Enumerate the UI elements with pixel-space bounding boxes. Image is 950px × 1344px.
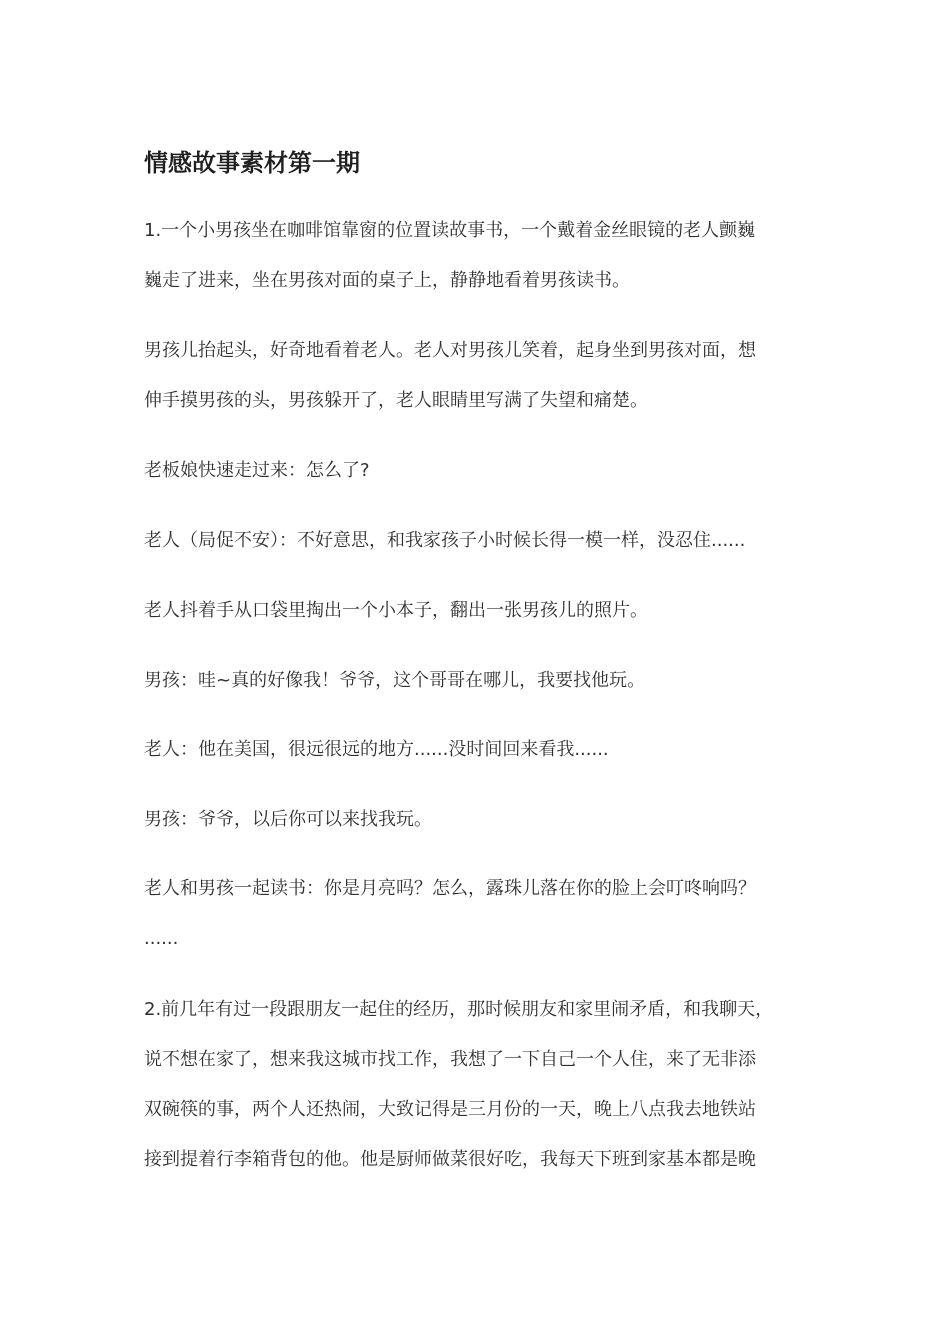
text-line: 伸手摸男孩的头，男孩躲开了，老人眼睛里写满了失望和痛楚。 <box>144 390 648 411</box>
text-line: 双碗筷的事，两个人还热闹，大致记得是三月份的一天，晚上八点我去地铁站 <box>144 1099 756 1120</box>
paragraph-5 <box>144 586 824 636</box>
paragraph-3 <box>144 446 824 496</box>
paragraph-8 <box>144 795 824 845</box>
paragraph-10 <box>144 985 824 1185</box>
text-line: 接到提着行李箱背包的他。他是厨师做菜很好吃，我每天下班到家基本都是晚 <box>144 1149 756 1170</box>
text-line: 老人（局促不安）：不好意思，和我家孩子小时候长得一模一样，没忍住...... <box>144 530 746 551</box>
text-line: 1.一个小男孩坐在咖啡馆靠窗的位置读故事书，一个戴着金丝眼镜的老人颤巍 <box>144 220 756 241</box>
text-line: 男孩：爷爷，以后你可以来找我玩。 <box>144 809 432 830</box>
text-line: 巍走了进来，坐在男孩对面的桌子上，静静地看着男孩读书。 <box>144 270 630 291</box>
text-line: 老板娘快速走过来：怎么了? <box>144 460 370 481</box>
text-line: 说不想在家了，想来我这城市找工作，我想了一下自己一个人住，来了无非添 <box>144 1049 756 1070</box>
text-line: 男孩：哇~真的好像我！爷爷，这个哥哥在哪儿，我要找他玩。 <box>144 670 646 691</box>
text-line: 老人：他在美国，很远很远的地方......没时间回来看我...... <box>144 739 609 760</box>
paragraph-6 <box>144 656 824 706</box>
text-line: 老人和男孩一起读书：你是月亮吗？怎么，露珠儿落在你的脸上会叮咚响吗？ <box>144 878 756 899</box>
text-line: ...... <box>144 928 179 949</box>
text-line: 老人抖着手从口袋里掏出一个小本子，翻出一张男孩儿的照片。 <box>144 600 648 621</box>
paragraph-9 <box>144 864 824 964</box>
paragraph-1 <box>144 206 824 306</box>
text-line: 2.前几年有过一段跟朋友一起住的经历，那时候朋友和家里闹矛盾，和我聊天， <box>144 999 774 1020</box>
page-title: 情感故事素材第一期 <box>144 149 360 177</box>
paragraph-7 <box>144 725 824 775</box>
text-line: 男孩儿抬起头，好奇地看着老人。老人对男孩儿笑着，起身坐到男孩对面，想 <box>144 340 756 361</box>
paragraph-4 <box>144 516 824 566</box>
paragraph-2 <box>144 326 824 426</box>
